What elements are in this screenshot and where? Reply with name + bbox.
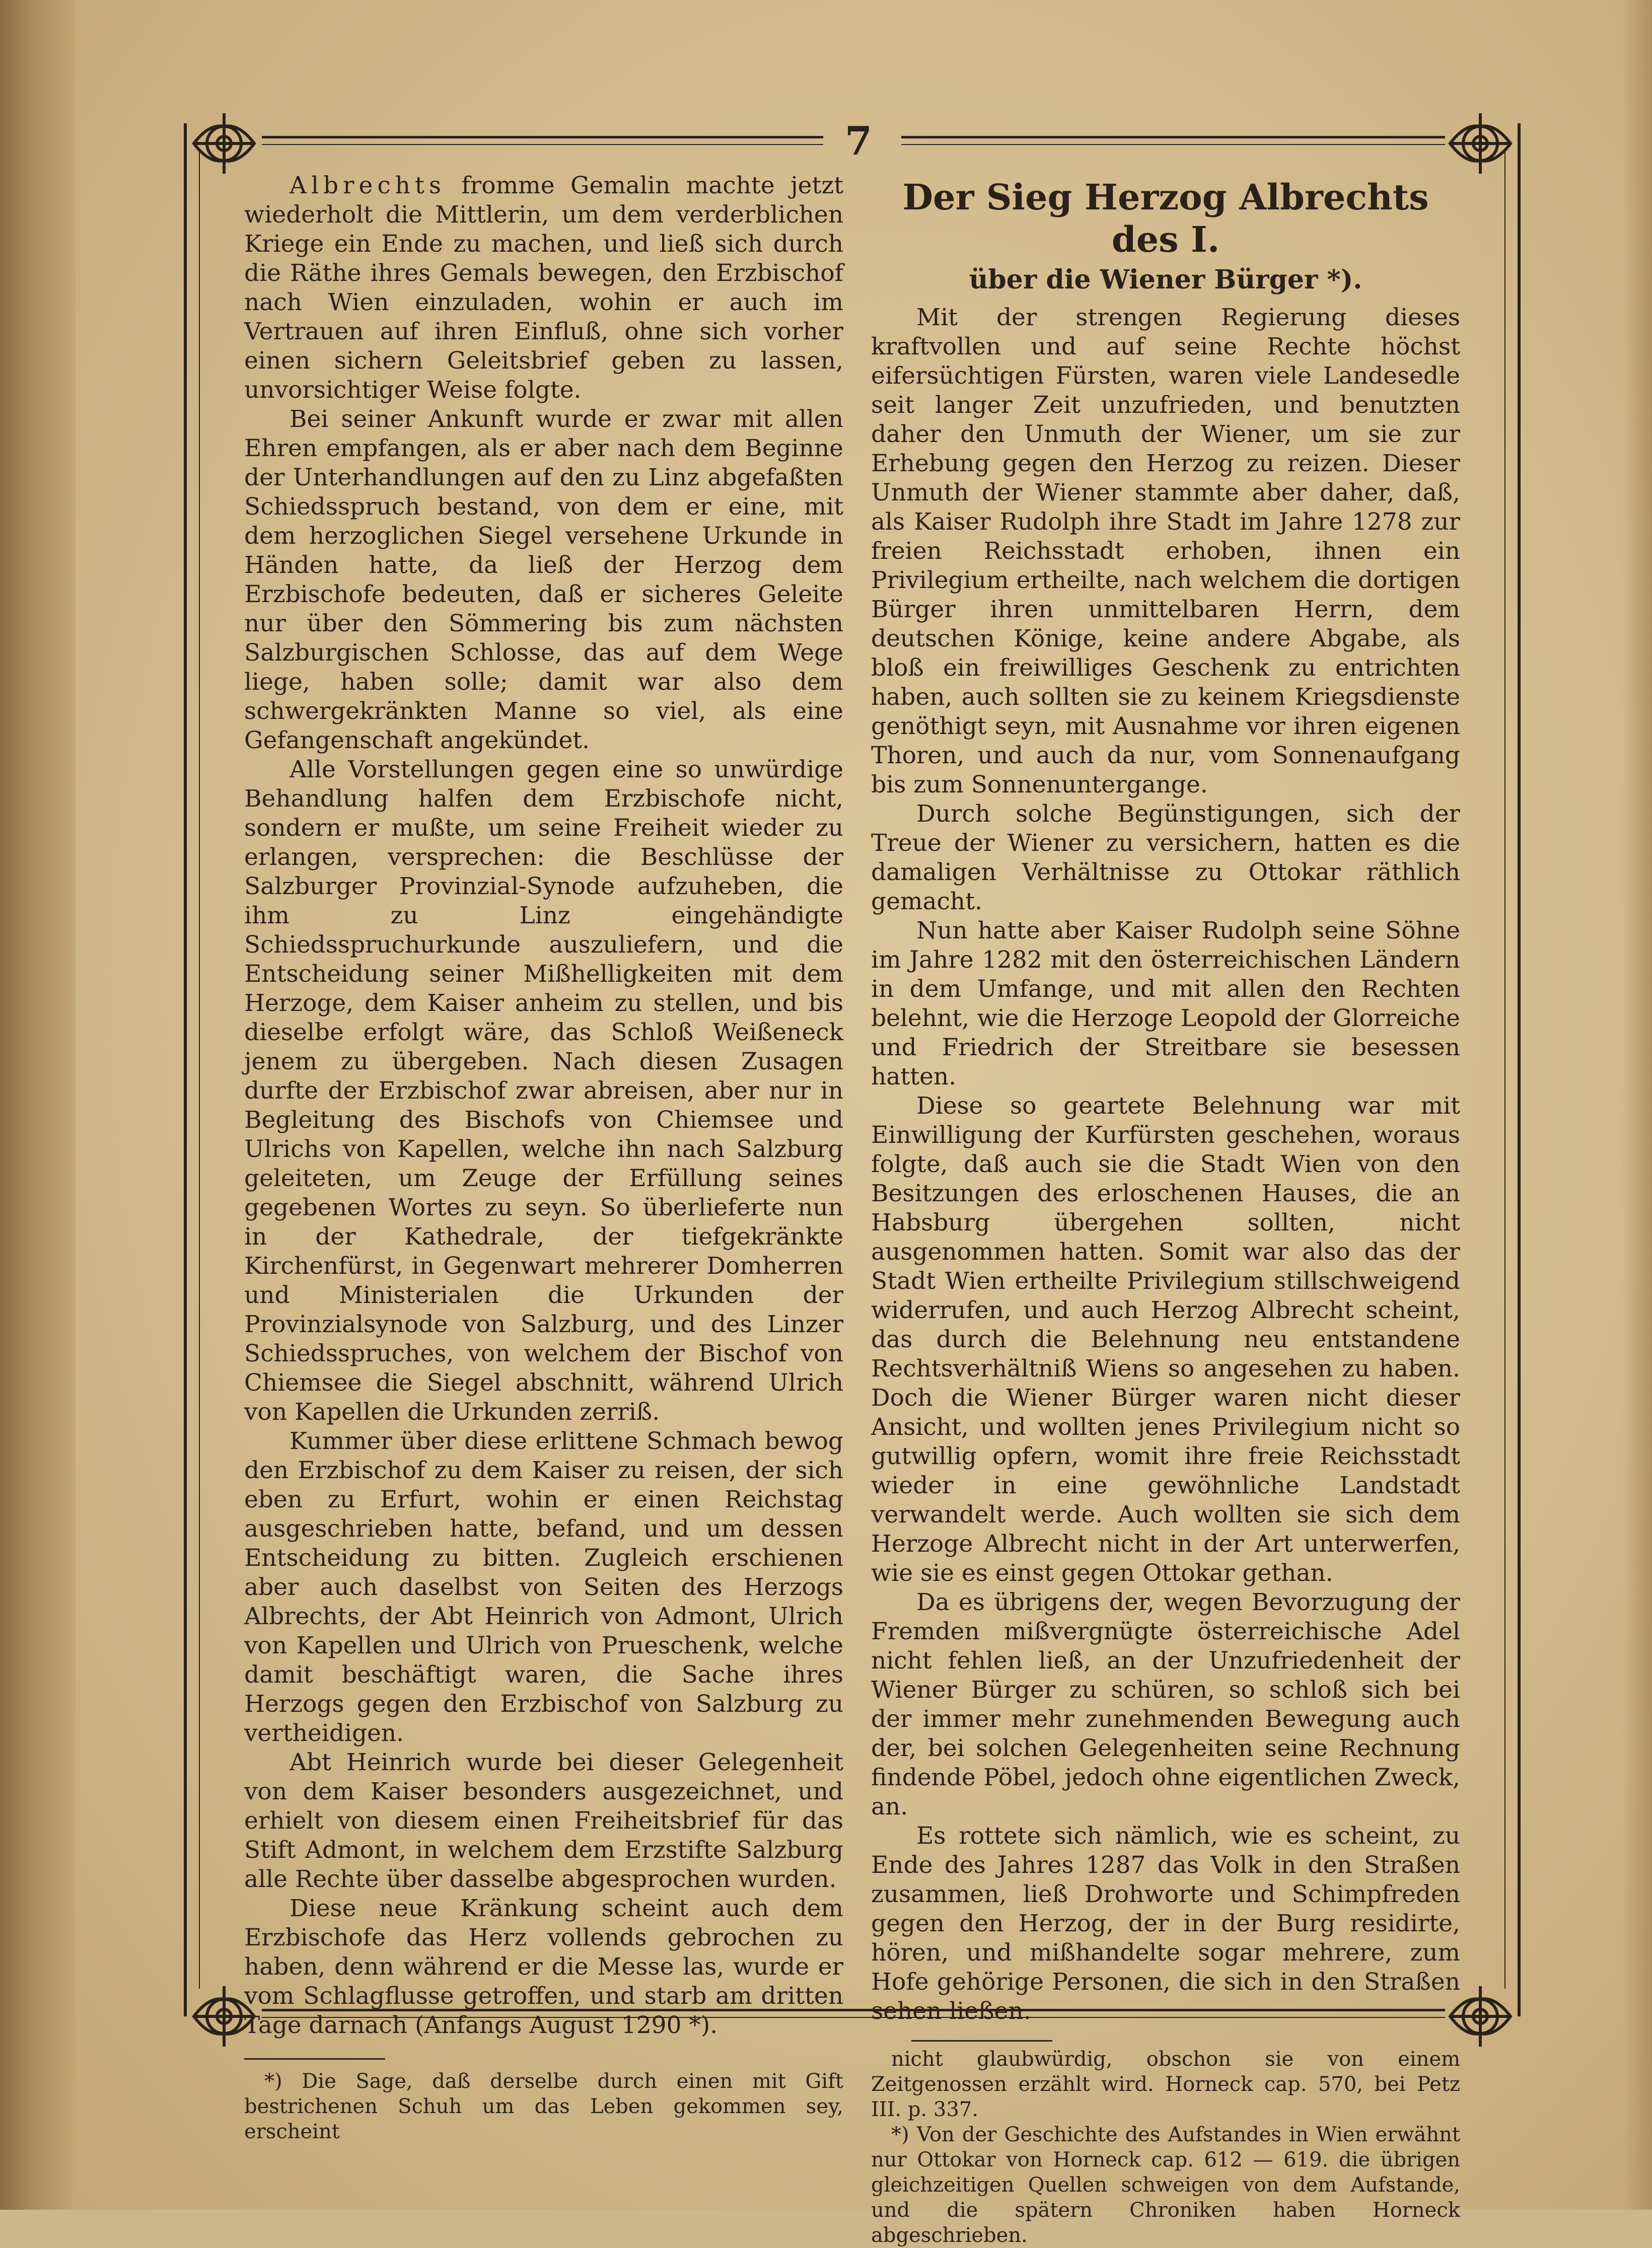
- footnote-divider: [244, 2058, 385, 2060]
- paragraph: Albrechts fromme Gemalin machte jetzt wiederholt die Mittlerin, um dem verderblichen Kriege ein Ende zu machen, und ließ sich durch die Räthe ihres Gemals bewegen, den Erzbischof nach Wien einzuladen, wohin er auch im Vertrauen auf ihren Einfluß, ohne sich vorher einen sichern Geleitsbrief geben zu lassen, unvorsichtiger Weise folgte.: [244, 172, 843, 404]
- right-column: [871, 171, 1460, 2248]
- paragraph: Abt Heinrich wurde bei dieser Gelegenheit von dem Kaiser besonders ausgezeichnet, und erhielt von diesem einen Freiheitsbrief für das Stift Admont, in welchem dem Erzstifte Salzburg alle Rechte über dasselbe abgesprochen wurden.: [244, 1749, 843, 1893]
- paragraph: Da es übrigens der, wegen Bevorzugung der Fremden mißvergnügte österreichische Adel nicht fehlen ließ, an der Unzufriedenheit der Wiener Bürger zu schüren, so schloß sich bei der immer mehr zunehmenden Bewegung auch der, bei solchen Gelegenheiten seine Rechnung findende Pöbel, jedoch ohne eigentlichen Zweck, an.: [871, 1588, 1460, 1821]
- page-number: 7: [844, 118, 873, 164]
- footnote-divider: [911, 2040, 1052, 2042]
- footnote-continued: nicht glaubwürdig, obschon sie von einem Zeitgenossen erzählt wird. Horneck cap. 570, bei Petz III. p. 337.: [871, 2048, 1460, 2121]
- footnote: *) Von der Geschichte des Aufstandes in Wien erwähnt nur Ottokar von Horneck cap. 612 — 619. die übrigen gleichzeitigen Quellen schweigen von dem Aufstande, und die spätern Chroniken haben Horneck abgeschrieben.: [871, 2123, 1460, 2247]
- top-rule-right: [901, 136, 1445, 138]
- paragraph: Bei seiner Ankunft wurde er zwar mit allen Ehren empfangen, als er aber nach dem Beginne der Unterhandlungen auf den zu Linz abgefaßten Schiedsspruch bestand, von dem er eine, mit dem herzoglichen Siegel versehene Urkunde in Händen hatte, da ließ der Herzog dem Erzbischofe bedeuten, daß er sicheres Geleite nur über den Sömmering bis zum nächsten Salzburgischen Schlosse, das auf dem Wege liege, haben solle; damit war also dem schwergekränkten Manne so viel, als eine Gefangenschaft angekündet.: [244, 405, 843, 754]
- left-column: [244, 171, 843, 2144]
- paragraph: Alle Vorstellungen gegen eine so unwürdige Behandlung halfen dem Erzbischofe nicht, sondern er mußte, um seine Freiheit wieder zu erlangen, versprechen: die Beschlüsse der Salzburger Provinzial-Synode aufzuheben, die ihm zu Linz eingehändigte Schiedsspruchurkunde auszuliefern, und die Entscheidung seiner Mißhelligkeiten mit dem Herzoge, dem Kaiser anheim zu stellen, und bis dieselbe erfolgt wäre, das Schloß Weißeneck jenem zu übergeben. Nach diesen Zusagen durfte der Erzbischof zwar abreisen, aber nur in Begleitung des Bischofs von Chiemsee und Ulrichs von Kapellen, welche ihn nach Salzburg geleiteten, um Zeuge der Erfüllung seines gegebenen Wortes zu seyn. So überlieferte nun in der Kathedrale, der tiefgekränkte Kirchenfürst, in Gegenwart mehrerer Domherren und Ministerialen die Urkunden der Provinzialsynode von Salzburg, und des Linzer Schiedsspruches, von welchem der Bischof von Chiemsee die Siegel abschnitt, während Ulrich von Kapellen die Urkunden zerriß.: [244, 756, 843, 1426]
- article-headline: Der Sieg Herzog Albrechts des I.: [902, 176, 1429, 260]
- paragraph: Nun hatte aber Kaiser Rudolph seine Söhne im Jahre 1282 mit den österreichischen Ländern in dem Umfange, und mit allen den Rechten belehnt, wie die Herzoge Leopold der Glorreiche und Friedrich der Streitbare sie besessen hatten.: [871, 917, 1460, 1091]
- paragraph: Durch solche Begünstigungen, sich der Treue der Wiener zu versichern, hatten es die damaligen Verhältnisse zu Ottokar räthlich gemacht.: [871, 800, 1460, 915]
- paragraph: Es rottete sich nämlich, wie es scheint, zu Ende des Jahres 1287 das Volk in den Straßen zusammen, ließ Drohworte und Schimpfreden gegen den Herzog, der in der Burg residirte, hören, und mißhandelte sogar mehrere, zum Hofe gehörige Personen, die sich in den Straßen sehen ließen.: [871, 1822, 1460, 2025]
- top-rule-right-thin: [901, 144, 1445, 145]
- paragraph: Kummer über diese erlittene Schmach bewog den Erzbischof zu dem Kaiser zu reisen, der sich eben zu Erfurt, wohin er einen Reichstag ausgeschrieben hatte, befand, und um dessen Entscheidung zu bitten. Zugleich erschienen aber auch daselbst von Seiten des Herzogs Albrechts, der Abt Heinrich von Admont, Ulrich von Kapellen und Ulrich von Prueschenk, welche damit beschäftigt waren, die Sache ihres Herzogs gegen den Erzbischof von Salzburg zu vertheidigen.: [244, 1427, 843, 1747]
- emphasized-name: Albrechts: [290, 172, 446, 199]
- paragraph: Mit der strengen Regierung dieses kraftvollen und auf seine Rechte höchst eifersüchtigen Fürsten, waren viele Landesedle seit langer Zeit unzufrieden, und benutzten daher den Unmuth der Wiener, um sie zur Erhebung gegen den Herzog zu reizen. Dieser Unmuth der Wiener stammte aber daher, daß, als Kaiser Rudolph ihre Stadt im Jahre 1278 zur freien Reichsstadt erhoben, ihnen ein Privilegium ertheilte, nach welchem die dortigen Bürger ihren unmittelbaren Herrn, dem deutschen Könige, keine andere Abgabe, als bloß ein freiwilliges Geschenk zu entrichten haben, auch sollten sie zu keinem Kriegsdienste genöthigt seyn, mit Ausnahme vor ihren eigenen Thoren, und auch da nur, vom Sonnenaufgang bis zum Sonnenuntergange.: [871, 304, 1460, 799]
- footnote: *) Die Sage, daß derselbe durch einen mit Gift bestrichenen Schuh um das Leben gekommen sey, erscheint: [244, 2070, 843, 2143]
- article-subheadline: über die Wiener Bürger *).: [969, 264, 1362, 295]
- top-rule-left: [262, 136, 823, 138]
- top-rule-left-thin: [262, 144, 823, 145]
- paragraph: Diese so geartete Belehnung war mit Einwilligung der Kurfürsten geschehen, woraus folgte, daß auch sie die Stadt Wien von den Besitzungen des erloschenen Hauses, die an Habsburg übergehen sollten, nicht ausgenommen hatten. Somit war also das der Stadt Wien ertheilte Privilegium stillschweigend widerrufen, und auch Herzog Albrecht scheint, das durch die Belehnung neu entstandene Rechtsverhältniß Wiens so angesehen zu haben. Doch die Wiener Bürger waren nicht dieser Ansicht, und wollten jenes Privilegium nicht so gutwillig opfern, womit ihre freie Reichsstadt wieder in eine gewöhnliche Landstadt verwandelt werde. Auch wollten sie sich dem Herzoge Albrecht nicht in der Art unterwerfen, wie sie es einst gegen Ottokar gethan.: [871, 1092, 1460, 1587]
- paragraph: Diese neue Kränkung scheint auch dem Erzbischofe das Herz vollends gebrochen zu haben, denn während er die Messe las, wurde er vom Schlagflusse getroffen, und starb am dritten Tage darnach (Anfangs August 1290 *).: [244, 1895, 843, 2039]
- page-edge-shadow: [1622, 0, 1652, 2210]
- book-binding-edge: [0, 0, 76, 2210]
